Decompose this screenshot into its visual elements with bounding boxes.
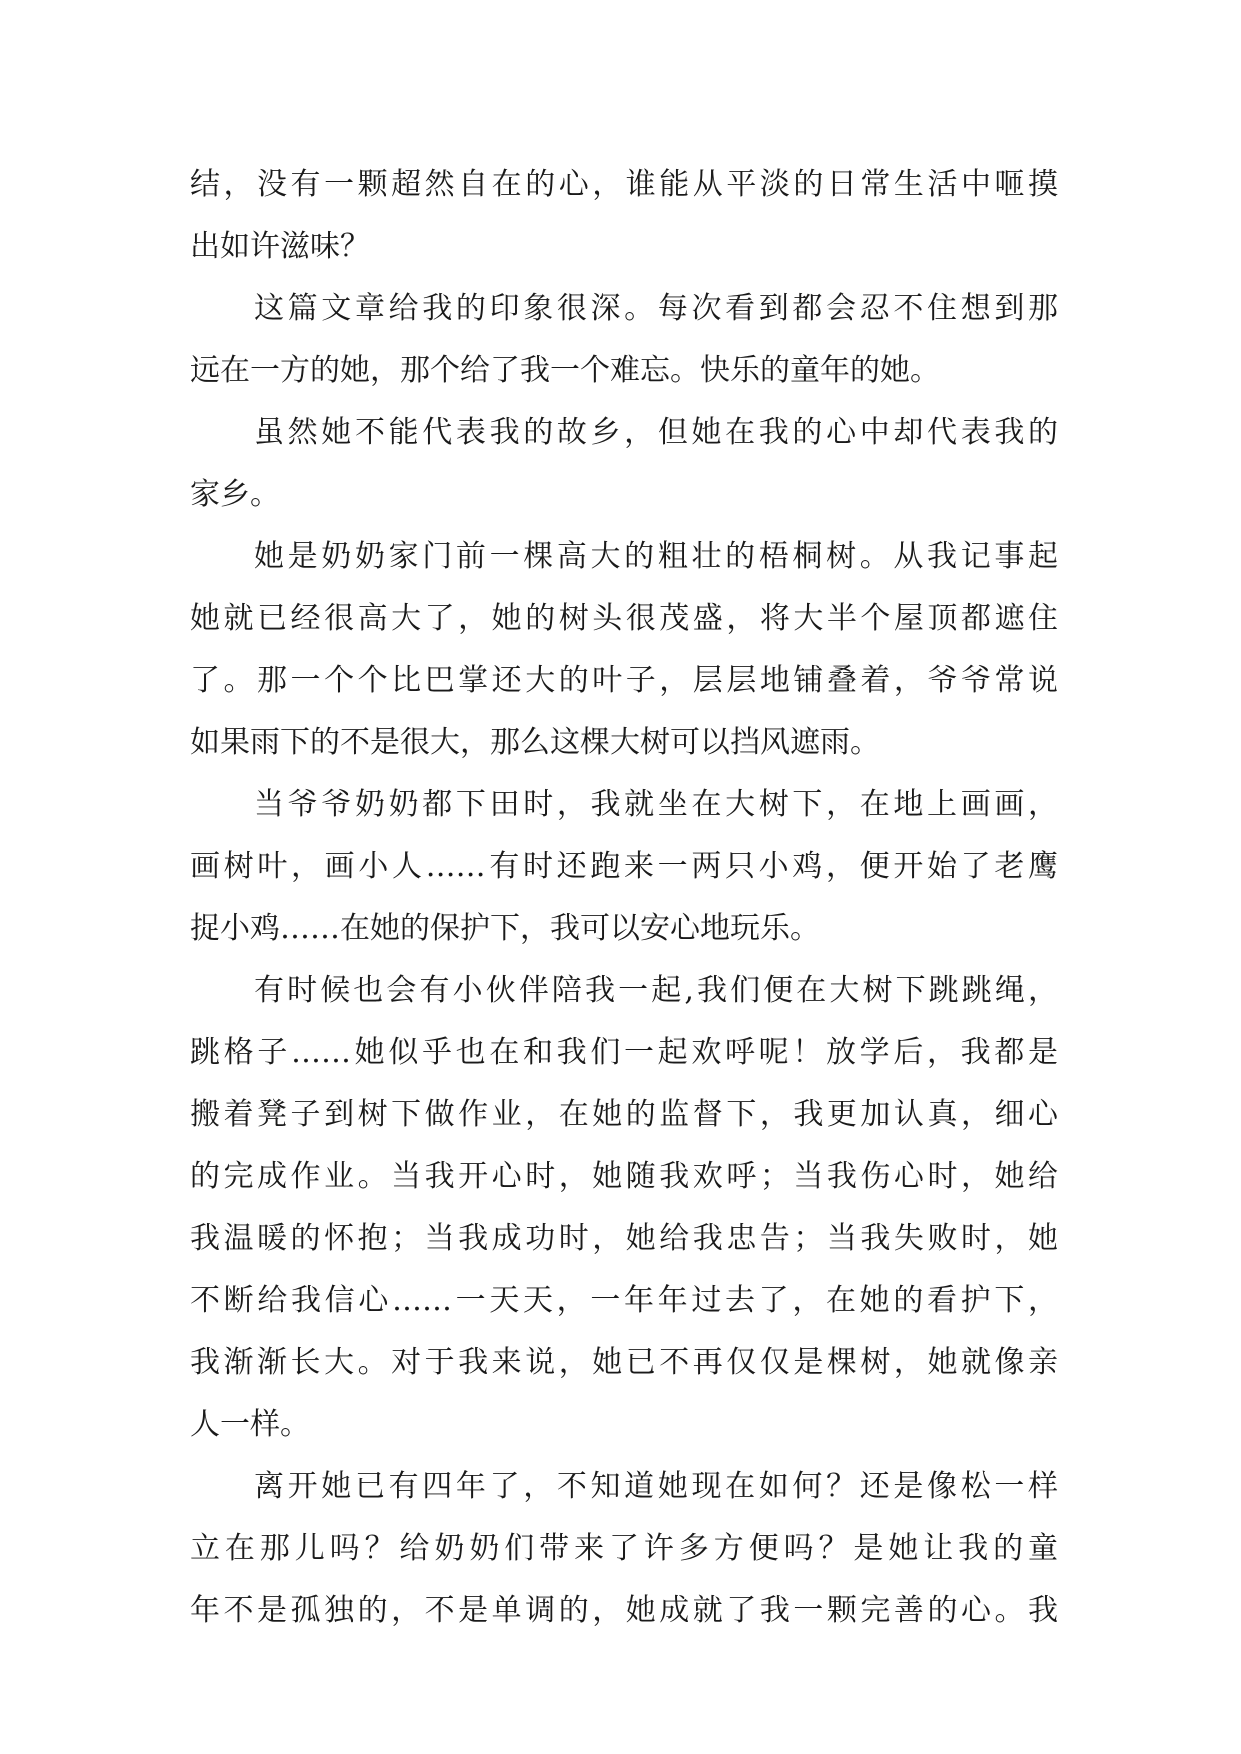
- text-line: 远在一方的她，那个给了我一个难忘。快乐的童年的她。: [190, 353, 940, 388]
- text-line: 我温暖的怀抱；当我成功时，她给我忠告；当我失败时，她: [190, 1221, 1058, 1256]
- body-text: [190, 154, 1058, 1642]
- text-line: 家乡。: [190, 477, 280, 512]
- text-line: 了。那一个个比巴掌还大的叶子，层层地铺叠着，爷爷常说: [190, 663, 1058, 698]
- text-line: 我渐渐长大。对于我来说，她已不再仅仅是棵树，她就像亲: [190, 1345, 1058, 1380]
- text-line: 如果雨下的不是很大，那么这棵大树可以挡风遮雨。: [190, 725, 880, 760]
- text-line: 的完成作业。当我开心时，她随我欢呼；当我伤心时，她给: [190, 1159, 1058, 1194]
- text-line: 搬着凳子到树下做作业，在她的监督下，我更加认真，细心: [190, 1097, 1058, 1132]
- text-line: 年不是孤独的，不是单调的，她成就了我一颗完善的心。我: [190, 1593, 1058, 1628]
- text-line: 人一样。: [190, 1407, 310, 1442]
- paragraph-start-line: 虽然她不能代表我的故乡，但她在我的心中却代表我的: [254, 415, 1058, 450]
- paragraph-start-line: 当爷爷奶奶都下田时，我就坐在大树下，在地上画画，: [254, 787, 1058, 822]
- paragraph-start-line: 这篇文章给我的印象很深。每次看到都会忍不住想到那: [254, 291, 1058, 326]
- text-line: 出如许滋味？: [190, 229, 370, 264]
- paragraph-start-line: 离开她已有四年了，不知道她现在如何？还是像松一样: [254, 1469, 1058, 1504]
- text-line: 她就已经很高大了，她的树头很茂盛，将大半个屋顶都遮住: [190, 601, 1058, 636]
- paragraph-start-line: 她是奶奶家门前一棵高大的粗壮的梧桐树。从我记事起: [254, 539, 1058, 574]
- text-line: 跳格子……她似乎也在和我们一起欢呼呢！放学后，我都是: [190, 1035, 1058, 1070]
- text-line: 不断给我信心……一天天，一年年过去了，在她的看护下，: [190, 1283, 1058, 1318]
- text-line: 画树叶，画小人……有时还跑来一两只小鸡，便开始了老鹰: [190, 849, 1058, 884]
- text-line: 立在那儿吗？给奶奶们带来了许多方便吗？是她让我的童: [190, 1531, 1058, 1566]
- paragraph-start-line: 有时候也会有小伙伴陪我一起,我们便在大树下跳跳绳，: [254, 973, 1058, 1008]
- text-line: 捉小鸡……在她的保护下，我可以安心地玩乐。: [190, 911, 820, 946]
- text-line: 结，没有一颗超然自在的心，谁能从平淡的日常生活中咂摸: [190, 167, 1058, 202]
